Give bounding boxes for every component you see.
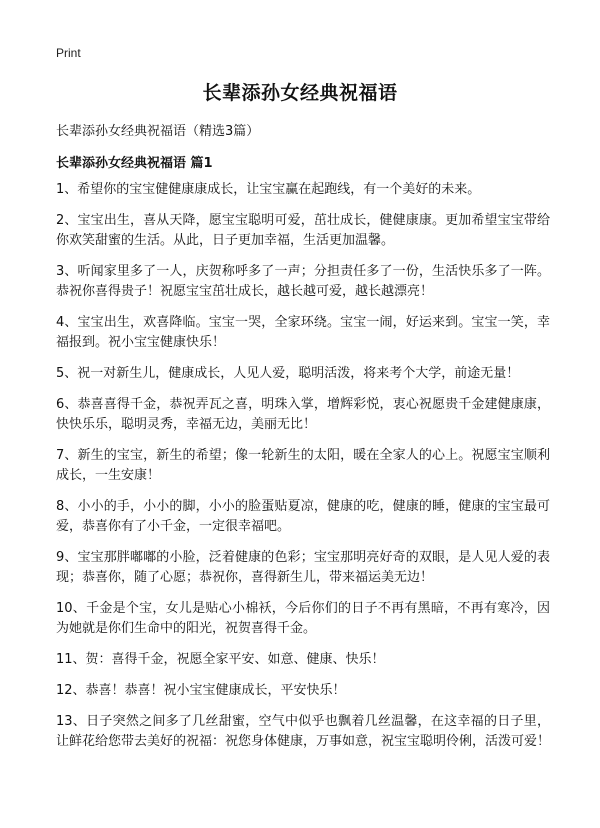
blessing-paragraph: 3、听闻家里多了一人，庆贺称呼多了一声；分担责任多了一份，生活快乐多了一阵。恭祝你喜得贵子！祝愿宝宝茁壮成长，越长越可爱，越长越漂亮！ — [56, 264, 550, 299]
blessing-paragraph: 7、新生的宝宝，新生的希望；像一轮新生的太阳，暖在全家人的心上。祝愿宝宝顺利成长，一生安康！ — [56, 448, 550, 483]
blessing-paragraph: 8、小小的手，小小的脚，小小的脸蛋贴夏凉，健康的吃，健康的睡，健康的宝宝最可爱，恭喜你有了小千金，一定很幸福吧。 — [56, 499, 550, 534]
blessing-paragraph: 11、贺：喜得千金，祝愿全家平安、如意、健康、快乐！ — [56, 652, 385, 667]
document-subtitle: 长辈添孙女经典祝福语（精选3篇） — [56, 124, 260, 139]
blessing-paragraph: 1、希望你的宝宝健健康康成长，让宝宝赢在起跑线，有一个美好的未来。 — [56, 182, 481, 197]
blessing-paragraph: 10、千金是个宝，女儿是贴心小棉袄，今后你们的日子不再有黑暗，不再有寒冷，因为她就是你们生命中的阳光，祝贺喜得千金。 — [56, 601, 550, 636]
print-link[interactable]: Print — [56, 46, 81, 60]
blessing-paragraph: 2、宝宝出生，喜从天降，愿宝宝聪明可爱，茁壮成长，健健康康。更加希望宝宝带给你欢笑甜蜜的生活。从此，日子更加幸福，生活更加温馨。 — [56, 213, 550, 248]
section-heading: 长辈添孙女经典祝福语 篇1 — [56, 156, 213, 171]
blessing-paragraph: 13、日子突然之间多了几丝甜蜜，空气中似乎也飘着几丝温馨，在这幸福的日子里，让鲜花给您带去美好的祝福：祝您身体健康，万事如意，祝宝宝聪明伶俐，活泼可爱！ — [56, 714, 551, 749]
blessing-paragraph: 12、恭喜！恭喜！祝小宝宝健康成长，平安快乐！ — [56, 683, 346, 698]
blessing-paragraph: 5、祝一对新生儿，健康成长，人见人爱，聪明活泼，将来考个大学，前途无量！ — [56, 366, 520, 381]
blessing-paragraph: 9、宝宝那胖嘟嘟的小脸，泛着健康的色彩；宝宝那明亮好奇的双眼，是人见人爱的表现；恭喜你，随了心愿；恭祝你，喜得新生儿，带来福运美无边！ — [56, 550, 550, 585]
blessing-paragraph: 4、宝宝出生，欢喜降临。宝宝一哭，全家环绕。宝宝一闹，好运来到。宝宝一笑，幸福报到。祝小宝宝健康快乐！ — [56, 315, 550, 350]
blessing-list — [56, 180, 550, 763]
page-title: 长辈添孙女经典祝福语 — [202, 82, 398, 104]
blessing-paragraph: 6、恭喜喜得千金，恭祝弄瓦之喜，明珠入掌，增辉彩悦，衷心祝愿贵千金建健康康，快快乐乐，聪明灵秀，幸福无边，美丽无比！ — [56, 397, 550, 432]
